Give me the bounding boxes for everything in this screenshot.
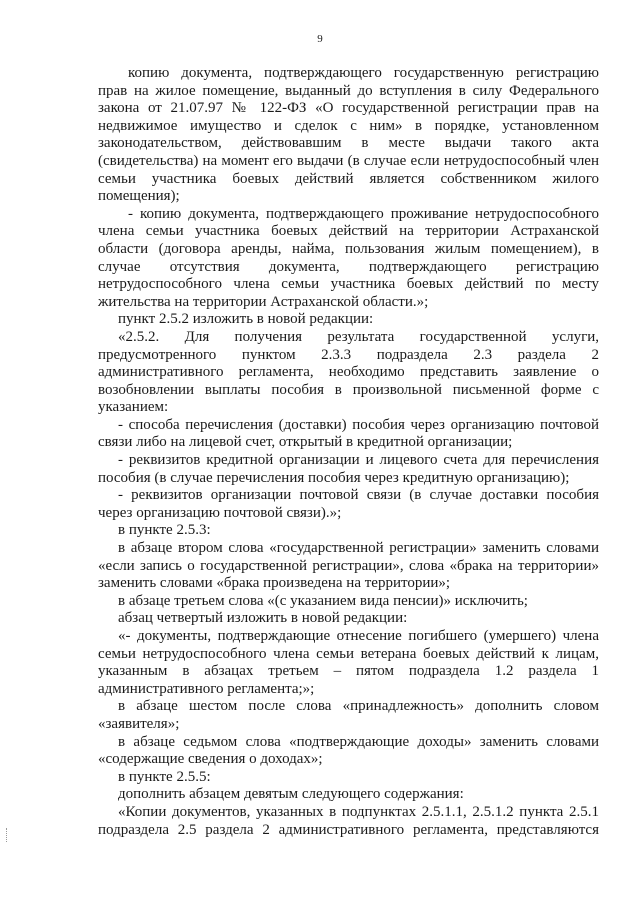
document-body <box>98 65 599 839</box>
text-line: в пункте 2.5.5: <box>118 768 211 785</box>
text-line: пособия (в случае перечисления пособия через кредитную организацию); <box>98 469 570 486</box>
text-line: «Копии документов, указанных в подпунктах 2.5.1.1, 2.5.1.2 пункта 2.5.1 <box>118 803 599 820</box>
text-line: - копию документа, подтверждающего проживание нетрудоспособного <box>128 205 599 222</box>
text-line: «заявителя»; <box>98 715 180 732</box>
text-line: случае отсутствия документа, подтверждающего регистрацию <box>98 258 599 275</box>
text-line: закона от 21.07.97 № 122-ФЗ «О государственной регистрации прав на <box>98 100 599 117</box>
text-line: указанным в абзацах третьем – пятом подраздела 1.2 раздела 1 <box>98 663 599 680</box>
text-line: в абзаце седьмом слова «подтверждающие доходы» заменить словами <box>118 733 599 750</box>
text-line: заменить словами «брака произведена на территории»; <box>98 575 451 592</box>
text-line: - реквизитов кредитной организации и лицевого счета для перечисления <box>118 452 599 469</box>
text-line: (свидетельства) на момент его выдачи (в случае если нетрудоспособный член <box>98 152 599 169</box>
text-line: связи либо на лицевой счет, открытый в кредитной организации; <box>98 434 513 451</box>
text-line: абзац четвертый изложить в новой редакции: <box>118 610 408 627</box>
text-line: подраздела 2.5 раздела 2 административного регламента, представляются <box>98 821 599 838</box>
text-line: «2.5.2. Для получения результата государственной услуги, <box>118 328 599 345</box>
text-line: дополнить абзацем девятым следующего содержания: <box>118 786 464 803</box>
text-line: копию документа, подтверждающего государственную регистрацию <box>128 65 599 81</box>
text-line: законодательством, действовавшим в месте выдачи такого акта <box>98 135 599 152</box>
text-line: указанием: <box>98 399 169 416</box>
text-line: в абзаце шестом после слова «принадлежность» дополнить словом <box>118 698 599 715</box>
text-line: семьи нетрудоспособного члена семьи ветерана боевых действий к лицам, <box>98 645 599 662</box>
text-line: «содержащие сведения о доходах»; <box>98 751 323 768</box>
text-line: предусмотренного пунктом 2.3.3 подраздела 2.3 раздела 2 <box>98 346 599 363</box>
text-line: в пункте 2.5.3: <box>118 522 211 539</box>
text-line: в абзаце втором слова «государственной регистрации» заменить словами <box>118 540 599 557</box>
page-number: 9 <box>317 33 323 45</box>
text-line: - способа перечисления (доставки) пособия через организацию почтовой <box>118 416 599 433</box>
text-line: возобновлении выплаты пособия в произвольной письменной форме с <box>98 381 599 398</box>
text-line: - реквизитов организации почтовой связи (в случае доставки пособия <box>118 487 599 504</box>
text-line: прав на жилое помещение, выданный до вступления в силу Федерального <box>98 82 599 99</box>
text-line: пункт 2.5.2 изложить в новой редакции: <box>118 311 374 328</box>
text-line: нетрудоспособного члена семьи участника боевых действий по месту <box>98 276 599 293</box>
text-line: административного регламента, необходимо представить заявление о <box>98 364 599 381</box>
text-line: помещения); <box>98 188 180 205</box>
text-line: «- документы, подтверждающие отнесение погибшего (умершего) члена <box>118 628 599 644</box>
scan-edge-mark <box>6 828 9 842</box>
text-line: административного регламента;»; <box>98 680 315 697</box>
text-line: через организацию почтовой связи).»; <box>98 504 342 521</box>
text-line: недвижимое имущество и сделок с ним» в порядке, установленном <box>98 117 599 134</box>
text-line: в абзаце третьем слова «(с указанием вида пенсии)» исключить; <box>118 592 528 609</box>
text-line: семьи участника боевых действий является собственником жилого <box>98 170 599 187</box>
text-line: члена семьи участника боевых действий на территории Астраханской <box>98 223 599 240</box>
text-line: области (договора аренды, найма, пользования жилым помещением), в <box>98 240 599 257</box>
text-line: «если запись о государственной регистрации», слова «брака на территории» <box>98 557 599 574</box>
text-line: жительства на территории Астраханской области.»; <box>98 293 429 310</box>
